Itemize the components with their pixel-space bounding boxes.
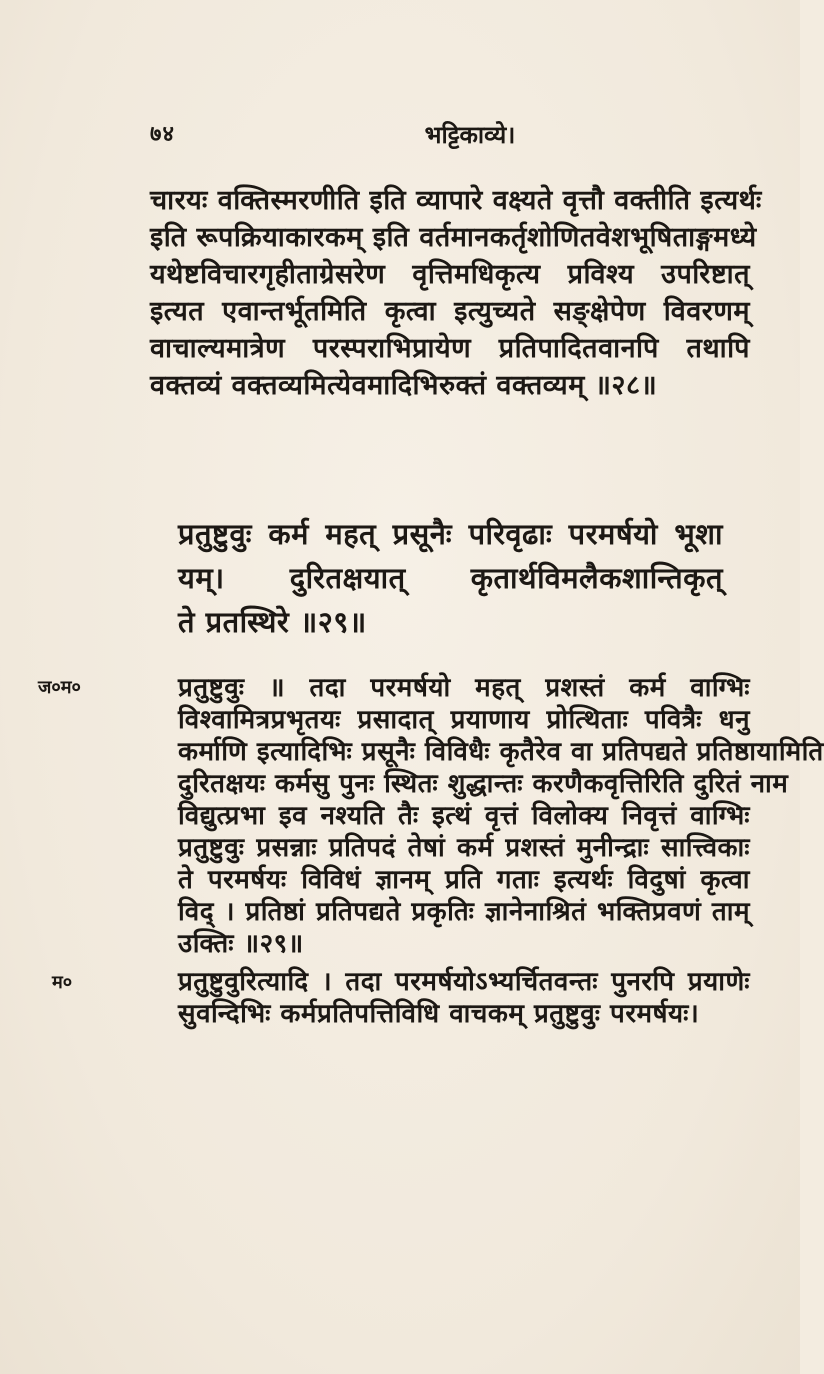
page-number: ७४ <box>150 121 175 147</box>
commentary-top-block <box>150 182 762 404</box>
commentary-line: प्रतुष्टुवुरित्यादि । तदा परमर्षयोऽभ्यर्चितवन्तः पुनरपि प्रयाणेः <box>178 967 750 997</box>
commentary-block <box>178 672 824 960</box>
text-line: इत्यत एवान्तर्भूतमिति कृत्वा इत्युच्यते सङ्क्षेपेण विवरणम् <box>150 296 750 327</box>
commentary-line: दुरितक्षयः कर्मसु पुनः स्थितः शुद्धान्तः करणैकवृत्तिरिति दुरितं नाम <box>178 769 789 799</box>
page-header <box>150 118 750 158</box>
text-line: चारयः वक्तिस्मरणीति इति व्यापारे वक्ष्यते वृत्तौ वक्तीति इत्यर्थः <box>150 185 762 216</box>
commentary-line: सुवन्दिभिः कर्मप्रतिपत्तिविधि वाचकम् प्रतुष्टुवुः परमर्षयः। <box>178 999 700 1029</box>
text-line: इति रूपक्रियाकारकम् इति वर्तमानकर्तृशोणितवेशभूषिताङ्गमध्ये <box>150 222 757 253</box>
verse-line: ते प्रतस्थिरे ॥२९॥ <box>178 605 367 639</box>
commentary-tail-block <box>178 966 750 1030</box>
commentary-line: ते परमर्षयः विविधं ज्ञानम् प्रति गताः इत्यर्थः विदुषां कृत्वा <box>178 865 750 895</box>
commentary-line: विद्युत्प्रभा इव नश्यति तैः इत्थं वृत्तं विलोक्य निवृत्तं वाग्भिः <box>178 801 750 831</box>
text-line: वाचाल्यमात्रेण परस्पराभिप्रायेण प्रतिपादितवानपि तथापि <box>150 333 750 364</box>
verse-block <box>178 512 723 644</box>
commentary-line: कर्माणि इत्यादिभिः प्रसूनैः विविधैः कृतैरेव वा प्रतिपद्यते प्रतिष्ठायामिति <box>178 737 824 767</box>
commentary-line: विश्वामित्रप्रभृतयः प्रसादात् प्रयाणाय प्रोत्थिताः पवित्रैः धनु <box>178 705 750 735</box>
commentary-line: विद् । प्रतिष्ठां प्रतिपद्यते प्रकृतिः ज्ञानेनाश्रितं भक्तिप्रवणं ताम् <box>178 897 750 927</box>
verse-line: प्रतुष्टुवुः कर्म महत् प्रसूनैः परिवृढाः परमर्षयो भूशा <box>178 517 723 551</box>
margin-reference: म० <box>52 972 73 993</box>
margin-reference: ज०म० <box>38 677 81 698</box>
verse-line: यम्। दुरितक्षयात् कृतार्थविमलैकशान्तिकृत् <box>178 561 723 595</box>
commentary-line: प्रतुष्टुवुः प्रसन्नाः प्रतिपदं तेषां कर्म प्रशस्तं मुनीन्द्राः सात्त्विकाः <box>178 833 750 863</box>
text-line: यथेष्टविचारगृहीताग्रेसरेण वृत्तिमधिकृत्य प्रविश्य उपरिष्टात् <box>150 259 750 290</box>
running-title: भट्टिकाव्ये। <box>424 120 516 149</box>
commentary-line: प्रतुष्टुवुः ॥ तदा परमर्षयो महत् प्रशस्तं कर्म वाग्भिः <box>178 673 750 703</box>
commentary-line: उक्तिः ॥२९॥ <box>178 929 304 959</box>
text-line: वक्तव्यं वक्तव्यमित्येवमादिभिरुक्तं वक्तव्यम् ॥२८॥ <box>150 370 658 401</box>
